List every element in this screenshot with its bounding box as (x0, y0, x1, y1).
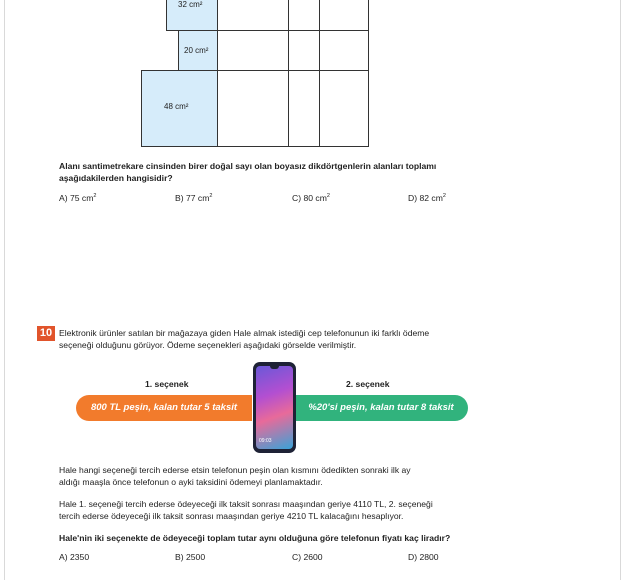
intro-line: Elektronik ürünler satılan bir mağazaya giden Hale almak istediği cep telefonunun iki farklı ödeme (59, 328, 430, 338)
choice-label: B) 77 cm (175, 193, 210, 203)
superscript: 2 (209, 193, 213, 200)
white-rectangle (288, 0, 320, 31)
choice-d[interactable]: D) 2800 (408, 552, 439, 562)
paragraph2 (59, 498, 433, 522)
superscript: 2 (326, 193, 330, 200)
white-rectangle (319, 0, 369, 31)
area-label: 20 cm² (184, 46, 209, 55)
choice-b[interactable] (175, 193, 212, 203)
superscript: 2 (93, 193, 97, 200)
option2-banner: %20'si peşin, kalan tutar 8 taksit (294, 395, 468, 421)
choice-c[interactable] (292, 193, 330, 203)
paragraph-line: Hale hangi seçeneği tercih ederse etsin telefonun peşin olan kısmını ödedikten sonraki ilk ay (59, 465, 411, 475)
choice-b[interactable]: B) 2500 (175, 552, 206, 562)
area-label: 48 cm² (164, 102, 189, 111)
area-label: 32 cm² (178, 0, 203, 9)
white-rectangle (319, 70, 369, 147)
choice-d[interactable] (408, 193, 446, 203)
phone-screen (256, 366, 293, 449)
paragraph-line: aldığı maaşla önce telefonun o ayki taksidini ödemeyi planlamaktadır. (59, 477, 323, 487)
phone-notch (270, 366, 279, 369)
white-rectangle (319, 30, 369, 71)
choice-a[interactable]: A) 2350 (59, 552, 90, 562)
white-rectangle (217, 70, 289, 147)
superscript: 2 (442, 193, 446, 200)
option2-title: 2. seçenek (346, 379, 390, 389)
question10-intro (59, 327, 429, 351)
option1-banner: 800 TL peşin, kalan tutar 5 taksit (76, 395, 252, 421)
phone-time: 09:03 (259, 438, 272, 444)
paragraph1 (59, 464, 411, 488)
phone-image (253, 362, 296, 453)
question9-line: Alanı santimetrekare cinsinden birer doğal sayı olan boyasız dikdörtgenlerin alanları toplamı (59, 161, 437, 171)
paragraph-line: Hale 1. seçeneği tercih ederse ödeyeceği ilk taksit sonrası maaşından geriye 4110 TL, 2. seçeneği (59, 499, 433, 509)
question-number-badge: 10 (37, 326, 55, 341)
choice-label: C) 80 cm (292, 193, 327, 203)
option1-title: 1. seçenek (145, 379, 189, 389)
paragraph-line: tercih ederse ödeyeceği ilk taksit sonrası maaşından geriye 4210 TL kalacağını hesaplıyor. (59, 511, 404, 521)
white-rectangle (288, 70, 320, 147)
rectangle-figure (0, 0, 625, 150)
white-rectangle (288, 30, 320, 71)
choice-label: D) 82 cm (408, 193, 443, 203)
question9-text (59, 160, 436, 184)
question9-line: aşağıdakilerden hangisidir? (59, 173, 173, 183)
white-rectangle (217, 0, 289, 31)
choice-c[interactable]: C) 2600 (292, 552, 323, 562)
question10-prompt: Hale'nin iki seçenekte de ödeyeceği toplam tutar aynı olduğuna göre telefonun fiyatı kaç liradır? (59, 533, 451, 543)
white-rectangle (217, 30, 289, 71)
choice-a[interactable] (59, 193, 96, 203)
intro-line: seçeneği olduğunu görüyor. Ödeme seçenekleri aşağıdaki görselde verilmiştir. (59, 340, 357, 350)
choice-label: A) 75 cm (59, 193, 94, 203)
